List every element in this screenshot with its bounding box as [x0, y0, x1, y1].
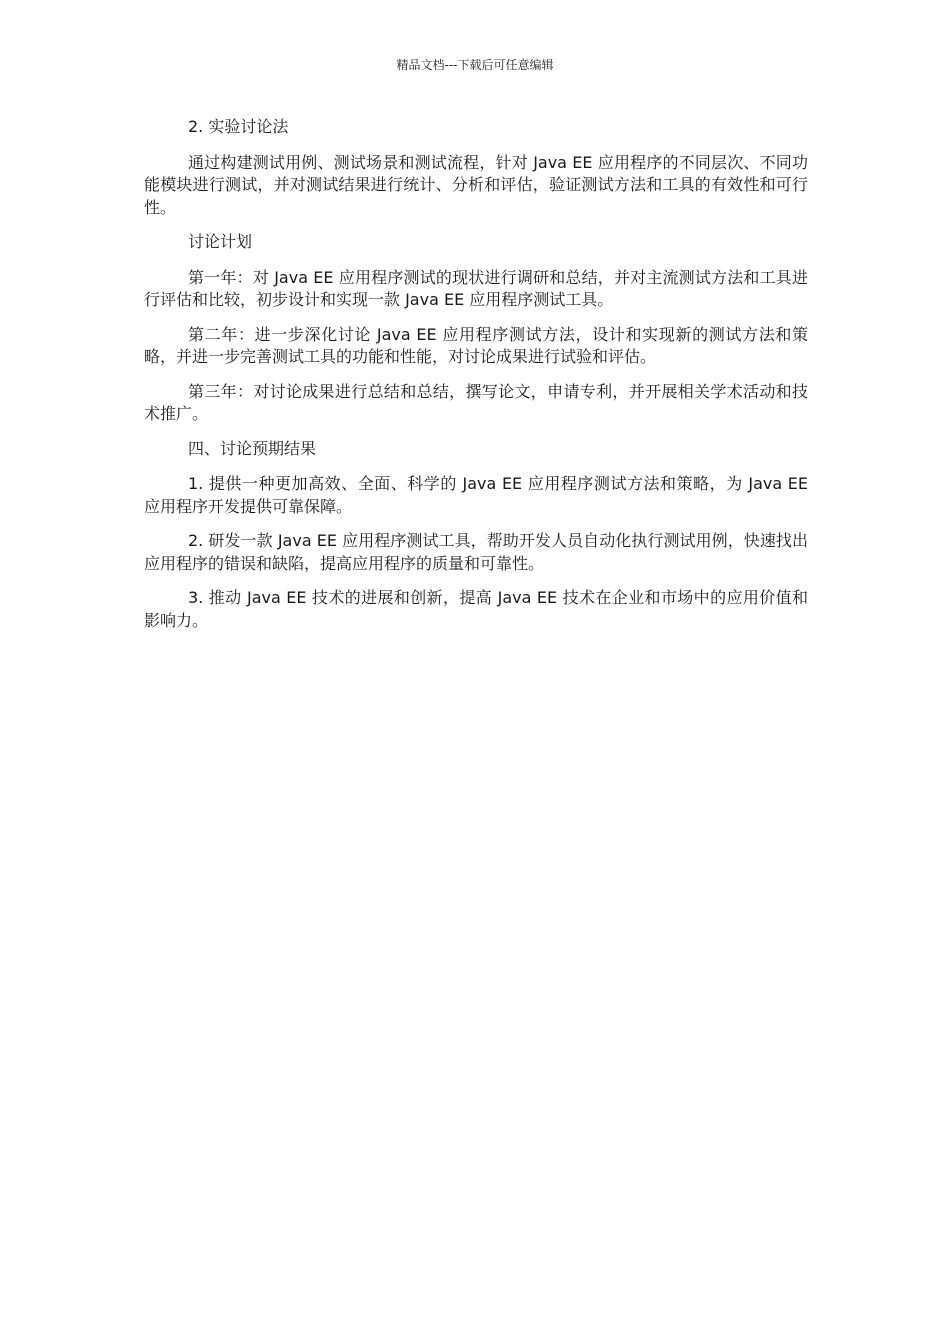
paragraph-result-one: 1. 提供一种更加高效、全面、科学的 Java EE 应用程序测试方法和策略，为 Java EE 应用程序开发提供可靠保障。: [144, 474, 808, 516]
paragraph-result-three: 3. 推动 Java EE 技术的进展和创新，提高 Java EE 技术在企业和市场中的应用价值和影响力。: [144, 588, 808, 630]
paragraph-experiment-method: 通过构建测试用例、测试场景和测试流程，针对 Java EE 应用程序的不同层次、不同功能模块进行测试，并对测试结果进行统计、分析和评估，验证测试方法和工具的有效性和可行性。: [144, 152, 808, 217]
paragraph-year-three: 第三年：对讨论成果进行总结和总结，撰写论文，申请专利，并开展相关学术活动和技术推广。: [144, 381, 808, 423]
section-heading-plan: 讨论计划: [188, 232, 253, 251]
paragraph-year-one: 第一年：对 Java EE 应用程序测试的现状进行调研和总结，并对主流测试方法和工具进行评估和比较，初步设计和实现一款 Java EE 应用程序测试工具。: [144, 267, 808, 309]
paragraph-year-two: 第二年：进一步深化讨论 Java EE 应用程序测试方法，设计和实现新的测试方法和策略，并进一步完善测试工具的功能和性能，对讨论成果进行试验和评估。: [144, 324, 808, 366]
paragraph-result-two: 2. 研发一款 Java EE 应用程序测试工具，帮助开发人员自动化执行测试用例，快速找出应用程序的错误和缺陷，提高应用程序的质量和可靠性。: [144, 531, 808, 573]
document-body: [144, 116, 808, 644]
page-header: 精品文档---下载后可任意编辑: [396, 58, 554, 72]
section-heading-experiment-method: 2. 实验讨论法: [188, 117, 289, 136]
section-heading-expected-results: 四、讨论预期结果: [188, 438, 317, 458]
